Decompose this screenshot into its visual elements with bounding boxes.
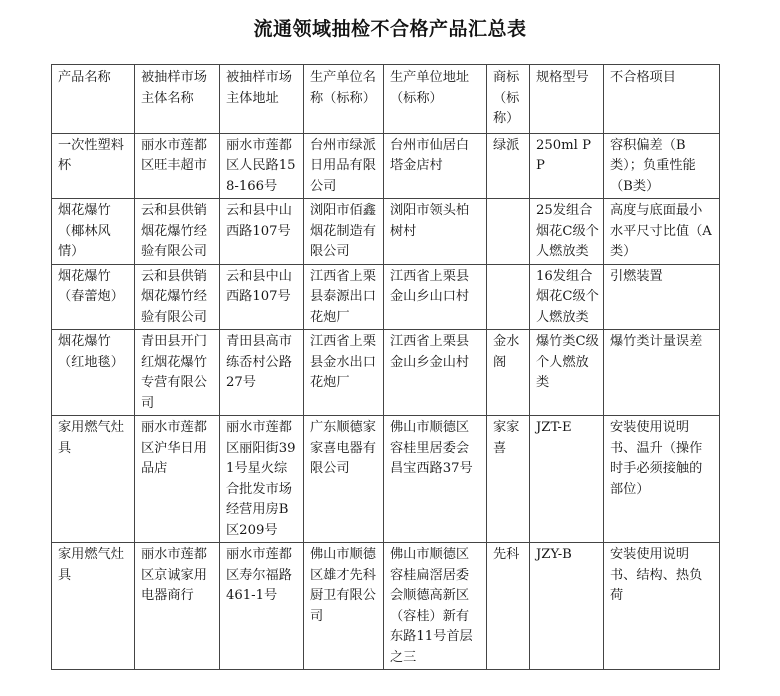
cell-manufacturer-name: 江西省上栗县金水出口花炮厂 [304, 330, 384, 416]
cell-product-name: 烟花爆竹（春蕾炮） [52, 264, 135, 330]
cell-manufacturer-address: 江西省上栗县金山乡金山村 [384, 330, 487, 416]
cell-specification: 250ml PP [530, 133, 604, 199]
cell-product-name: 一次性塑料杯 [52, 133, 135, 199]
cell-sampled-entity-address: 云和县中山西路107号 [220, 199, 304, 265]
column-header-manufacturer-address: 生产单位地址（标称） [384, 65, 487, 134]
cell-manufacturer-address: 江西省上栗县金山乡山口村 [384, 264, 487, 330]
cell-manufacturer-address: 佛山市顺德区容桂里居委会昌宝西路37号 [384, 416, 487, 543]
table-row [52, 330, 720, 416]
cell-manufacturer-name: 佛山市顺德区雄才先科厨卫有限公司 [304, 543, 384, 670]
cell-sampled-entity-name: 青田县开门红烟花爆竹专营有限公司 [135, 330, 220, 416]
cell-trademark [487, 264, 530, 330]
cell-trademark: 先科 [487, 543, 530, 670]
table-header [52, 65, 720, 134]
cell-manufacturer-address: 浏阳市领头柏树村 [384, 199, 487, 265]
cell-product-name: 家用燃气灶具 [52, 416, 135, 543]
cell-sampled-entity-address: 丽水市莲都区寿尔福路461-1号 [220, 543, 304, 670]
cell-trademark: 家家喜 [487, 416, 530, 543]
table-row [52, 133, 720, 199]
column-header-nonconforming-items: 不合格项目 [604, 65, 720, 134]
cell-nonconforming-items: 安装使用说明书、温升（操作时手必须接触的部位） [604, 416, 720, 543]
cell-manufacturer-address: 佛山市顺德区容桂扁滘居委会顺德高新区（容桂）新有东路11号首层之三 [384, 543, 487, 670]
page-title: 流通领域抽检不合格产品汇总表 [253, 18, 527, 40]
column-header-sampled-entity-name: 被抽样市场主体名称 [135, 65, 220, 134]
cell-specification: 爆竹类C级个人燃放类 [530, 330, 604, 416]
cell-manufacturer-name: 广东顺德家家喜电器有限公司 [304, 416, 384, 543]
table-row [52, 199, 720, 265]
cell-manufacturer-name: 江西省上栗县泰源出口花炮厂 [304, 264, 384, 330]
cell-trademark [487, 199, 530, 265]
cell-manufacturer-name: 台州市绿派日用品有限公司 [304, 133, 384, 199]
table-row [52, 543, 720, 670]
cell-nonconforming-items: 安装使用说明书、结构、热负荷 [604, 543, 720, 670]
cell-trademark: 金水阁 [487, 330, 530, 416]
cell-nonconforming-items: 爆竹类计量误差 [604, 330, 720, 416]
cell-nonconforming-items: 高度与底面最小水平尺寸比值（A类） [604, 199, 720, 265]
cell-manufacturer-name: 浏阳市佰鑫烟花制造有限公司 [304, 199, 384, 265]
cell-trademark: 绿派 [487, 133, 530, 199]
cell-manufacturer-address: 台州市仙居白塔金店村 [384, 133, 487, 199]
header-row [52, 65, 720, 134]
table-body [52, 133, 720, 670]
cell-nonconforming-items: 引燃装置 [604, 264, 720, 330]
cell-nonconforming-items: 容积偏差（B类）；负重性能（B类） [604, 133, 720, 199]
column-header-specification: 规格型号 [530, 65, 604, 134]
table-row [52, 416, 720, 543]
column-header-product-name: 产品名称 [52, 65, 135, 134]
cell-specification: 16发组合烟花C级个人燃放类 [530, 264, 604, 330]
column-header-sampled-entity-address: 被抽样市场主体地址 [220, 65, 304, 134]
cell-sampled-entity-name: 丽水市莲都区沪华日用品店 [135, 416, 220, 543]
cell-sampled-entity-name: 云和县供销烟花爆竹经验有限公司 [135, 199, 220, 265]
cell-specification: JZT-E [530, 416, 604, 543]
cell-sampled-entity-name: 丽水市莲都区京诚家用电器商行 [135, 543, 220, 670]
cell-specification: 25发组合烟花C级个人燃放类 [530, 199, 604, 265]
cell-sampled-entity-name: 丽水市莲都区旺丰超市 [135, 133, 220, 199]
table-row [52, 264, 720, 330]
cell-product-name: 烟花爆竹（椰林风情） [52, 199, 135, 265]
cell-sampled-entity-name: 云和县供销烟花爆竹经验有限公司 [135, 264, 220, 330]
column-header-trademark: 商标（标称） [487, 65, 530, 134]
cell-sampled-entity-address: 丽水市莲都区人民路158-166号 [220, 133, 304, 199]
cell-sampled-entity-address: 云和县中山西路107号 [220, 264, 304, 330]
cell-specification: JZY-B [530, 543, 604, 670]
nonconforming-products-table [51, 64, 720, 670]
cell-sampled-entity-address: 青田县高市练岙村公路27号 [220, 330, 304, 416]
cell-product-name: 家用燃气灶具 [52, 543, 135, 670]
cell-sampled-entity-address: 丽水市莲都区丽阳街391号星火综合批发市场经营用房B区209号 [220, 416, 304, 543]
column-header-manufacturer-name: 生产单位名称（标称） [304, 65, 384, 134]
cell-product-name: 烟花爆竹（红地毯） [52, 330, 135, 416]
